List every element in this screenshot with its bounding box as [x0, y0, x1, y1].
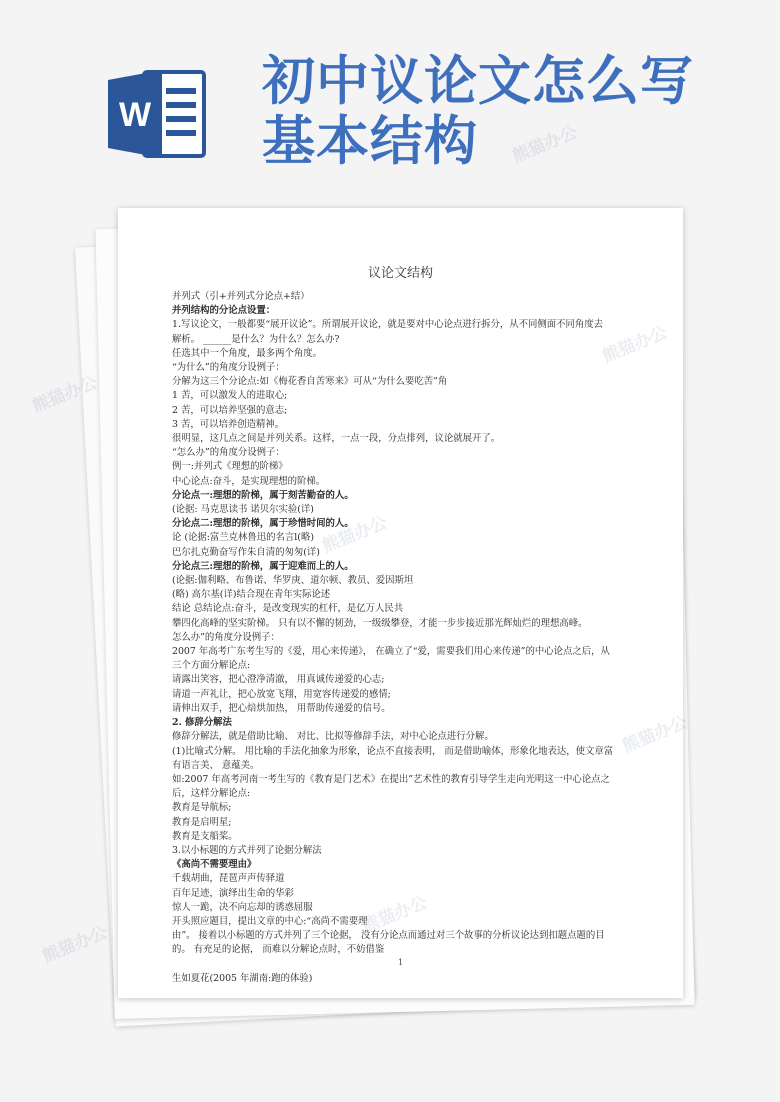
document-line: 解析。 ______是什么？为什么？怎么办?	[172, 333, 340, 345]
svg-text:W: W	[118, 96, 152, 134]
document-line: 的。 有充足的论据， 而难以分解论点时，不妨借鉴	[172, 944, 385, 956]
document-line: 修辞分解法，就是借助比喻、 对比、比拟等修辞手法，对中心论点进行分解。	[172, 731, 494, 743]
document-line: 论 (论据:富兰克林鲁迅的名言l(略)	[172, 532, 314, 544]
document-line: (论据:伽利略、布鲁诺、华罗庚、道尔顿、教员、爱因斯坦	[172, 575, 414, 587]
document-line: 分论点一:理想的阶梯，属于刻苦勤奋的人。	[172, 489, 354, 501]
document-body	[172, 290, 644, 986]
document-line: 三个方面分解论点:	[172, 660, 251, 672]
document-line: 分论点三:理想的阶梯，属于迎难而上的人。	[172, 560, 354, 572]
document-line: 巴尔扎克勤奋写作朱自清的匆匆(详)	[172, 546, 320, 558]
document-line: 1.写议论文，一般都要“展开议论”。所谓展开议论，就是要对中心论点进行拆分，从不同侧面不同角度去	[172, 319, 604, 331]
document-line: 生如夏花(2005 年湖南:跑的体验)	[172, 972, 313, 984]
document-line: “怎么办”的角度分设例子：	[172, 447, 285, 459]
watermark: 熊猫办公	[29, 372, 101, 417]
document-line: 请露出笑容，把心澄净清澈， 用真诚传递爱的心志;	[172, 674, 385, 686]
document-line: 3 苦，可以培养创造精神。	[172, 418, 285, 430]
watermark: 熊猫办公	[39, 922, 111, 967]
document-line: 2007 年高考广东考生写的《爱，用心来传递》， 在确立了“爱，需要我们用心来传递”的中心论点之后，从	[172, 646, 610, 658]
document-page	[118, 208, 683, 998]
document-line: (论据: 马克思读书 诺贝尔实验(详)	[172, 504, 314, 516]
document-line: 教育是启明星;	[172, 816, 232, 828]
document-line: 请伸出双手，把心焙烘加热， 用帮助传递爱的信号。	[172, 702, 391, 714]
document-line: 教育是导航标;	[172, 802, 232, 814]
document-line: 教育是支船桨。	[172, 830, 238, 842]
document-line: 并列式（引+并列式分论点+结）	[172, 291, 310, 302]
title-line-1: 初中议论文怎么写	[262, 51, 694, 112]
document-line: 并列结构的分论点设置：	[172, 305, 276, 317]
document-line: 中心论点:奋斗，是实现理想的阶梯。	[172, 475, 326, 487]
document-line: 分解为这三个分论点:如《梅花香自苦寒来》可从“为什么要吃苦”角	[172, 376, 448, 388]
document-line: 分论点二:理想的阶梯，属于珍惜时间的人。	[172, 518, 354, 530]
document-line: 有语言美、 意蕴美。	[172, 759, 260, 771]
document-line: 后，这样分解论点:	[172, 788, 251, 800]
document-line: 百年足迹，演绎出生命的华彩	[172, 887, 294, 899]
document-line: (1)比喻式分解。 用比喻的手法化抽象为形象，论点不直接表明， 而是借助喻体，形象化地表达，使文章富	[172, 745, 614, 757]
document-line: 请道一声礼让，把心放宽飞翔，用宽容传递爱的感情;	[172, 688, 391, 700]
document-line: 惊人一跪，决不向忘却的诱惑屈服	[172, 901, 313, 913]
document-line: 2 苦，可以培养坚强的意志;	[172, 404, 288, 416]
page-number: 1	[397, 958, 404, 967]
watermark: 熊猫办公	[509, 122, 581, 167]
document-line: 结论 总结论点:奋斗，是改变现实的杠杆，是亿万人民共	[172, 603, 404, 615]
document-line: 开头照应题目，提出文章的中心:“高尚不需要理	[172, 915, 368, 927]
document-heading: 议论文结构	[367, 266, 433, 281]
document-line: 攀四化高峰的坚实阶梯。 只有以不懈的韧劲，一级级攀登，才能一步步接近那光辉灿烂的理想高峰。	[172, 617, 588, 629]
document-line: 1 苦，可以激发人的进取心;	[172, 390, 288, 402]
document-line: 2. 修辞分解法	[172, 717, 232, 729]
document-line: 很明显，这几点之间是并列关系。这样，一点一段，分点排列，议论就展开了。	[172, 433, 501, 445]
document-line: (略) 高尔基(详)结合现在青年实际论述	[172, 589, 331, 601]
document-line: 千载胡曲，琵琶声声传驿道	[172, 873, 285, 885]
document-line: 如:2007 年高考河南一考生写的《教育是门艺术》在提出”艺术性的教育引导学生走向光明这一中心论点之	[172, 773, 610, 785]
document-line: 例一:并列式《理想的阶梯》	[172, 461, 288, 473]
document-line: 《高尚不需要理由》	[172, 859, 257, 871]
title-line-2: 基本结构	[262, 111, 478, 172]
document-line: 任选其中一个角度，最多两个角度。	[172, 347, 323, 359]
document-line: 3.以小标题的方式并列了论据分解法	[172, 844, 322, 856]
document-line: 怎么办”的角度分设例子：	[172, 631, 280, 643]
document-line: 由”。 接着以小标题的方式并列了三个论据， 没有分论点而通过对三个故事的分析议论达到扣题点题的目	[172, 930, 605, 942]
document-line: “为什么”的角度分设例子：	[172, 362, 285, 374]
